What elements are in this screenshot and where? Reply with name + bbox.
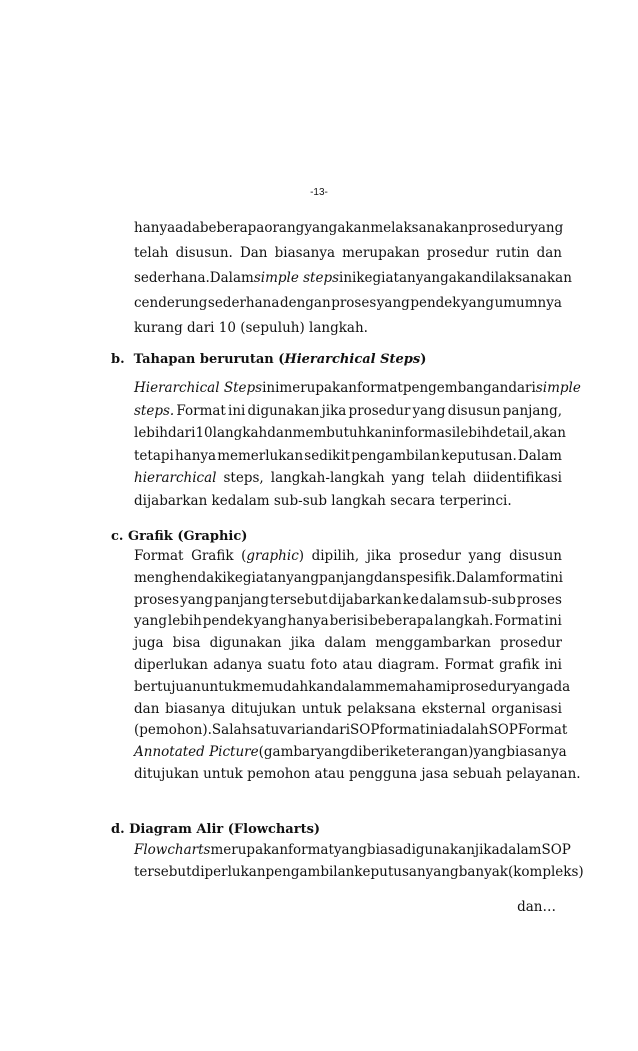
word: lebih xyxy=(167,613,202,630)
word: melaksanakan xyxy=(370,220,469,236)
word: dengan xyxy=(279,295,331,311)
text-line xyxy=(134,423,566,446)
word: prosedur xyxy=(500,635,562,652)
word: akan xyxy=(337,220,371,236)
word: suatu xyxy=(267,656,306,673)
word: (gambar xyxy=(258,744,317,761)
word: format xyxy=(356,380,403,396)
word: hanya xyxy=(174,447,217,464)
word: bertujuan xyxy=(134,678,201,695)
text-line xyxy=(134,293,562,318)
text-line xyxy=(134,546,562,568)
word: Dalam xyxy=(455,569,500,586)
word: yang xyxy=(134,613,168,630)
word: eksternal xyxy=(421,700,486,717)
word: (kompleks) xyxy=(507,864,584,880)
word: ini xyxy=(228,402,246,419)
word: yang xyxy=(316,744,350,761)
continuation-text: dan… xyxy=(517,899,556,915)
text-line xyxy=(134,378,581,401)
word: berisi xyxy=(329,613,369,630)
word: disusun xyxy=(509,548,562,564)
page-number: -13- xyxy=(310,187,328,198)
word: memudahkan xyxy=(240,678,334,695)
word: digunakan xyxy=(247,402,320,419)
word: atau xyxy=(342,656,373,673)
word: adalah xyxy=(442,722,489,739)
word: juga xyxy=(134,635,164,652)
word: varian xyxy=(279,722,323,739)
word: dan xyxy=(134,700,160,717)
word: organisasi xyxy=(491,700,562,717)
text-line xyxy=(134,633,562,655)
paragraph-section-d xyxy=(134,840,584,884)
word: diperlukan xyxy=(134,656,208,673)
word: dari xyxy=(322,722,351,739)
word: prosedur xyxy=(450,678,513,695)
word: (pemohon). xyxy=(134,722,212,739)
word: ada xyxy=(175,220,200,236)
word: Format xyxy=(176,402,226,419)
word: prosedur xyxy=(399,548,461,564)
heading-section-b xyxy=(111,352,426,367)
word: ke xyxy=(402,591,419,608)
word: untuk xyxy=(301,700,342,717)
word: rutin xyxy=(495,245,530,261)
word: satu xyxy=(250,722,280,739)
word: beberapa xyxy=(199,220,265,236)
text-line xyxy=(134,446,562,469)
text-line-last: ditujukan untuk pemohon atau pengguna jasa sebuah pelayanan. xyxy=(134,765,581,782)
word: memahami xyxy=(375,678,451,695)
word: dalam xyxy=(324,635,367,652)
word: jika xyxy=(321,402,347,419)
word: yang xyxy=(253,613,287,630)
word: disusun. xyxy=(175,245,233,261)
word: Flowcharts xyxy=(134,842,211,858)
word: panjang xyxy=(319,569,375,586)
word: hanya xyxy=(287,613,329,630)
word: tetapi xyxy=(134,447,174,464)
word: digunakan xyxy=(402,842,475,858)
word: format xyxy=(288,842,334,858)
heading-section-c: c. Grafik (Graphic) xyxy=(111,529,248,544)
word: tersebut xyxy=(134,864,192,880)
word: proses xyxy=(516,591,562,608)
text-line xyxy=(134,699,562,721)
word: akan xyxy=(448,270,482,286)
word: yang xyxy=(333,842,367,858)
word: merupakan xyxy=(342,245,420,261)
word: adanya xyxy=(213,656,263,673)
word: dan xyxy=(536,245,562,261)
word: orang xyxy=(264,220,305,236)
word: panjang, xyxy=(502,402,562,419)
word: keputusan xyxy=(354,864,426,880)
word: umumnya xyxy=(494,295,562,311)
word: prosedur xyxy=(468,220,531,236)
word: sedikit xyxy=(304,447,351,464)
text-line xyxy=(134,243,562,268)
word: diberi xyxy=(349,744,390,761)
word: sederhana. xyxy=(134,270,210,286)
word: SOP xyxy=(541,842,571,858)
word: disusun xyxy=(447,402,501,419)
word: foto xyxy=(310,656,338,673)
word: memerlukan xyxy=(217,447,304,464)
word: yang xyxy=(412,402,446,419)
word: menghendaki xyxy=(134,569,227,586)
word: yang xyxy=(425,864,459,880)
text-line-last: kurang dari 10 (sepuluh) langkah. xyxy=(134,320,368,336)
word: yang xyxy=(304,220,338,236)
word: bisa xyxy=(172,635,201,652)
word: steps. xyxy=(134,402,175,419)
word: yang xyxy=(468,548,502,564)
word: (graphic) xyxy=(241,548,305,564)
word: Format xyxy=(444,656,494,673)
word: ini xyxy=(339,270,357,286)
word: Dalam xyxy=(517,447,562,464)
word: merupakan xyxy=(210,842,289,858)
word: dari xyxy=(167,425,196,441)
word: yang xyxy=(461,295,495,311)
word: steps, xyxy=(223,470,264,486)
word: pelaksana xyxy=(347,700,416,717)
word: Grafik xyxy=(191,548,234,564)
word: proses xyxy=(331,295,377,311)
word: dijabarkan xyxy=(328,591,402,608)
word: yang xyxy=(415,270,449,286)
word: ini xyxy=(262,380,280,396)
word: yang xyxy=(473,744,507,761)
word: panjang xyxy=(214,591,270,608)
paragraph-section-a-continuation xyxy=(134,218,572,343)
text-line xyxy=(134,862,584,884)
word: informasi xyxy=(391,425,457,441)
word: 10 xyxy=(195,425,213,441)
text-line xyxy=(134,590,562,612)
text-line xyxy=(134,611,562,633)
word: SOP xyxy=(350,722,380,739)
word: format xyxy=(499,569,546,586)
word: ini xyxy=(544,656,562,673)
word: menggambarkan xyxy=(375,635,491,652)
word: beberapa xyxy=(369,613,434,630)
word: Annotated Picture xyxy=(134,744,259,761)
word: pengembangan xyxy=(402,380,509,396)
word: telah xyxy=(134,245,169,261)
word: simple xyxy=(535,380,581,396)
text-line xyxy=(134,401,562,424)
word: diagram. xyxy=(377,656,440,673)
word: detail, xyxy=(489,425,534,441)
word: yang xyxy=(286,569,320,586)
word: diperlukan xyxy=(191,864,266,880)
word: cenderung xyxy=(134,295,208,311)
word: dalam xyxy=(499,842,542,858)
word: langkah-langkah xyxy=(270,470,385,486)
word: biasanya xyxy=(506,744,567,761)
word: untuk xyxy=(200,678,241,695)
word: yang xyxy=(530,220,564,236)
text-line-last: dijabarkan kedalam sub-sub langkah secara terperinci. xyxy=(134,492,512,509)
word: ini xyxy=(425,722,443,739)
text-line xyxy=(134,218,562,243)
word: dan xyxy=(374,569,400,586)
word: dan xyxy=(267,425,293,441)
heading-section-d: d. Diagram Alir (Flowcharts) xyxy=(111,822,321,837)
word: jika xyxy=(290,635,316,652)
word: pengambilan xyxy=(265,864,355,880)
word: akan xyxy=(533,425,566,441)
paragraph-section-b xyxy=(134,378,581,513)
word: Format xyxy=(134,548,184,564)
word: pengambilan xyxy=(351,447,441,464)
paragraph-section-c xyxy=(134,546,581,786)
word: jika xyxy=(474,842,500,858)
word: Format xyxy=(494,613,544,630)
word: Dan xyxy=(239,245,268,261)
word: yang xyxy=(376,295,410,311)
word: membutuhkan xyxy=(292,425,392,441)
word: lebih xyxy=(134,425,168,441)
word: pendek xyxy=(410,295,461,311)
word: SOP xyxy=(488,722,518,739)
word: biasa xyxy=(366,842,403,858)
word: sederhana xyxy=(207,295,280,311)
word: yang xyxy=(512,678,546,695)
heading-b-prefix: b. Tahapan berurutan ( xyxy=(111,352,285,367)
word: merupakan xyxy=(279,380,357,396)
word: banyak xyxy=(458,864,508,880)
word: telah xyxy=(431,470,467,486)
word: grafik xyxy=(499,656,540,673)
word: Hierarchical Steps xyxy=(134,380,263,396)
word: diidentifikasi xyxy=(473,470,562,486)
word: ini xyxy=(545,569,563,586)
text-line xyxy=(134,840,571,862)
word: dalam xyxy=(419,591,462,608)
word: biasanya xyxy=(274,245,335,261)
word: langkah xyxy=(212,425,268,441)
word: keputusan. xyxy=(441,447,517,464)
word: Dalam xyxy=(209,270,254,286)
word: Salah xyxy=(211,722,251,739)
word: biasanya xyxy=(165,700,226,717)
word: kegiatan xyxy=(356,270,416,286)
word: spesifik. xyxy=(399,569,456,586)
text-line xyxy=(134,720,568,742)
word: proses xyxy=(134,591,180,608)
word: tersebut xyxy=(270,591,328,608)
word: yang xyxy=(391,470,425,486)
word: kegiatan xyxy=(226,569,287,586)
heading-b-italic: Hierarchical Steps xyxy=(284,352,421,367)
word: prosedur xyxy=(348,402,411,419)
word: simple steps xyxy=(253,270,340,286)
word: keterangan) xyxy=(389,744,474,761)
word: dilaksanakan xyxy=(481,270,572,286)
text-line xyxy=(134,268,572,293)
word: dipilih, xyxy=(311,548,360,564)
word: dari xyxy=(508,380,536,396)
text-line xyxy=(134,655,562,677)
heading-b-suffix: ) xyxy=(420,352,427,367)
text-line xyxy=(134,568,562,590)
text-line xyxy=(134,742,567,764)
word: digunakan xyxy=(209,635,282,652)
word: yang xyxy=(180,591,214,608)
word: hierarchical xyxy=(134,470,217,486)
text-line xyxy=(134,468,562,491)
word: ditujukan xyxy=(231,700,297,717)
word: dalam xyxy=(333,678,375,695)
word: ada xyxy=(545,678,571,695)
word: jika xyxy=(366,548,392,564)
word: hanya xyxy=(134,220,176,236)
word: prosedur xyxy=(426,245,489,261)
word: format xyxy=(379,722,426,739)
word: Format xyxy=(517,722,568,739)
word: pendek xyxy=(202,613,253,630)
text-line xyxy=(134,677,571,699)
word: langkah. xyxy=(434,613,494,630)
word: ini xyxy=(544,613,562,630)
word: lebih xyxy=(456,425,490,441)
word: sub-sub xyxy=(462,591,516,608)
